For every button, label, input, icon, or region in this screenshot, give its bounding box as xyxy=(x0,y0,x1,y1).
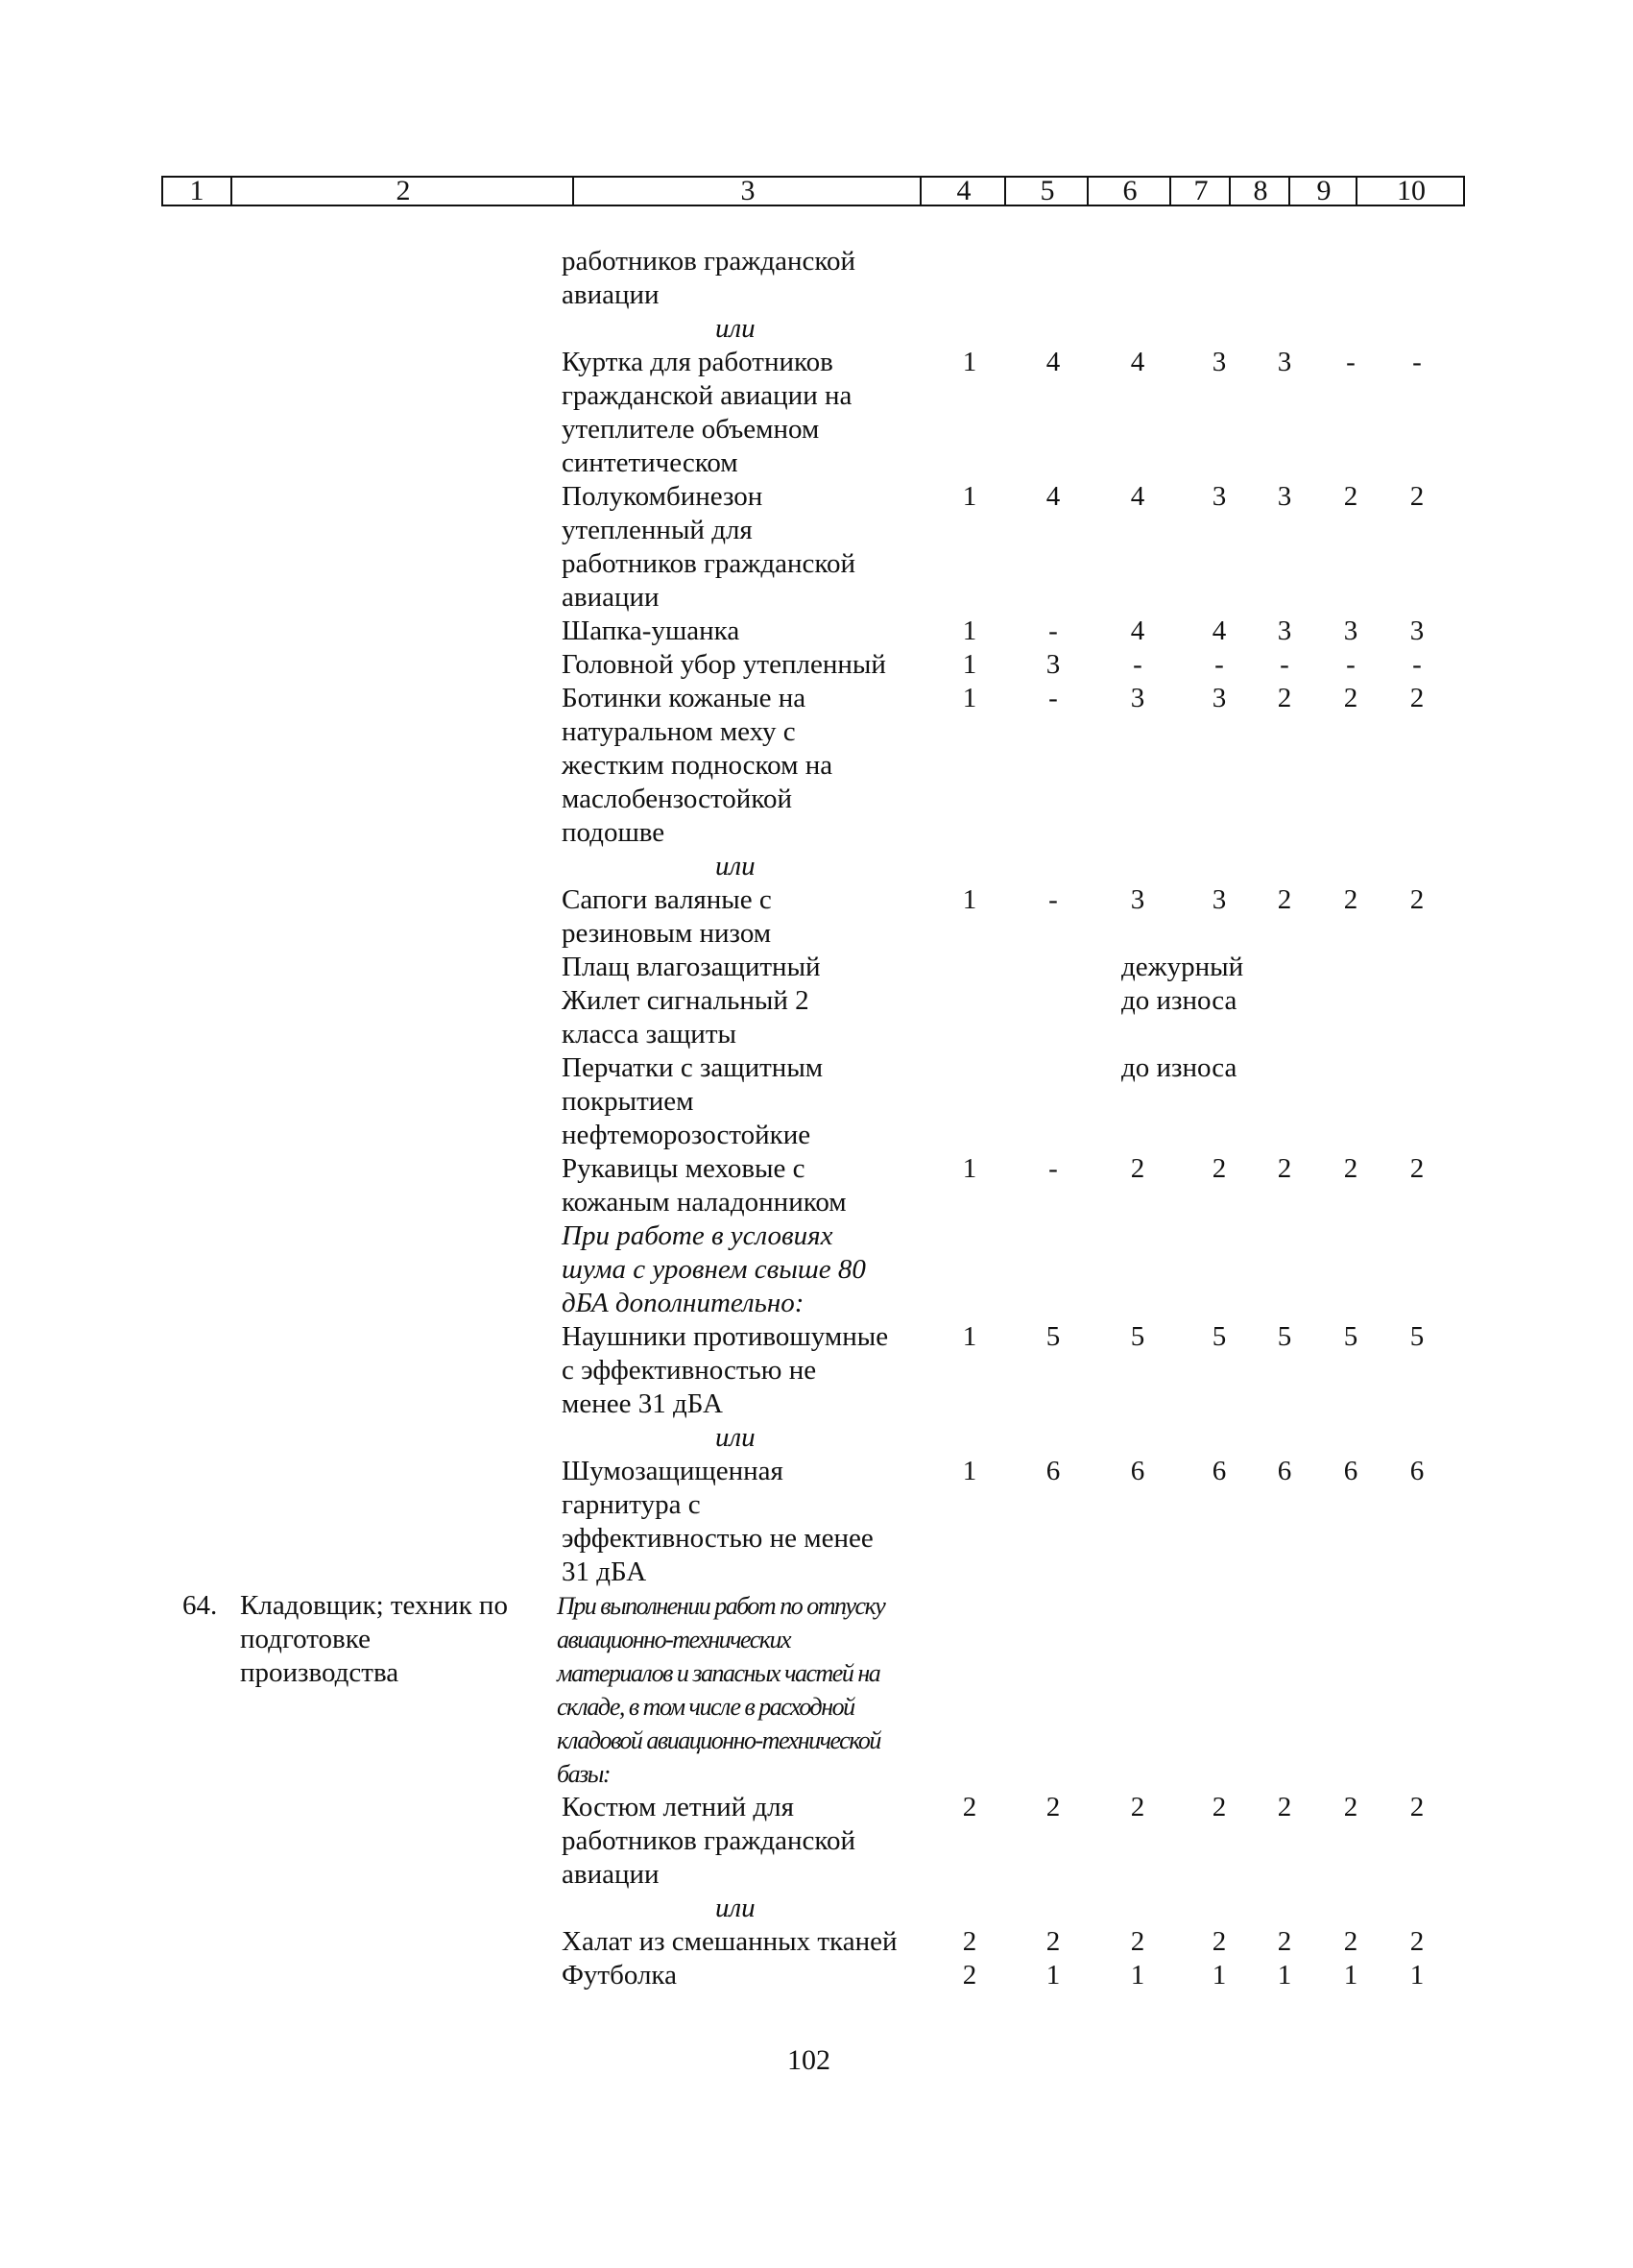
norm-value-col-8: - xyxy=(1280,649,1289,680)
norm-value-col-9: 2 xyxy=(1343,1153,1358,1184)
item-64-condition-line-4: складе, в том числе в расходной xyxy=(557,1693,854,1721)
alternative-marker: или xyxy=(715,1422,756,1453)
norm-value-col-6: 1 xyxy=(1130,1960,1145,1991)
norm-value-col-10: - xyxy=(1412,347,1422,377)
norm-value-col-6: 3 xyxy=(1130,683,1145,713)
item-name-line: Шапка-ушанка xyxy=(562,615,740,646)
item-name-line: работников гражданской xyxy=(562,246,855,277)
header-col-2: 2 xyxy=(230,178,574,205)
norm-value-col-8: 2 xyxy=(1277,1792,1292,1822)
norm-value-col-9: 5 xyxy=(1343,1321,1358,1352)
norm-value-col-6: 6 xyxy=(1130,1456,1145,1486)
norm-value-col-4: 1 xyxy=(962,1321,977,1352)
item-name-line: авиации xyxy=(562,582,660,613)
item-name-line: Футболка xyxy=(562,1960,677,1991)
norm-value-col-10: 2 xyxy=(1409,884,1425,915)
norm-value-col-7: - xyxy=(1214,649,1224,680)
item-64-condition-line-2: авиационно-технических xyxy=(557,1626,790,1653)
header-col-1: 1 xyxy=(189,175,204,206)
norm-value-col-10: 2 xyxy=(1409,481,1425,512)
item-name-line: авиации xyxy=(562,1859,660,1890)
item-name-line: нефтеморозостойкие xyxy=(562,1120,811,1150)
norm-value-col-5: - xyxy=(1048,1153,1058,1184)
header-col-7: 7 xyxy=(1169,178,1231,205)
norm-value-col-7: 4 xyxy=(1212,615,1227,646)
norm-value-col-10: 2 xyxy=(1409,1926,1425,1957)
norm-value-col-6: 2 xyxy=(1130,1792,1145,1822)
norm-value-col-6: - xyxy=(1133,649,1142,680)
norm-value-col-6: 4 xyxy=(1130,347,1145,377)
item-name-line: 31 дБА xyxy=(562,1556,647,1587)
norm-value-col-4: 1 xyxy=(962,1153,977,1184)
norm-value-col-5: 2 xyxy=(1045,1792,1061,1822)
norm-value-col-5: 2 xyxy=(1045,1926,1061,1957)
item-name-line: натуральном меху с xyxy=(562,716,796,747)
alternative-marker: или xyxy=(715,851,756,881)
norm-value-col-4: 1 xyxy=(962,347,977,377)
item-64-condition-line-5: кладовой авиационно-технической xyxy=(557,1726,880,1754)
norm-value-col-5: 6 xyxy=(1045,1456,1061,1486)
item-64-condition-line-6: базы: xyxy=(557,1760,610,1788)
item-name-line: Рукавицы меховые с xyxy=(562,1153,805,1184)
norm-value-col-4: 2 xyxy=(962,1960,977,1991)
norm-value-col-10: 2 xyxy=(1409,1153,1425,1184)
alternative-marker: или xyxy=(715,313,756,344)
norm-value-col-10: 2 xyxy=(1409,683,1425,713)
item-64-condition-line-3: материалов и запасных частей на xyxy=(557,1659,880,1687)
norm-value-col-5: - xyxy=(1048,884,1058,915)
norm-value-col-8: 2 xyxy=(1277,1153,1292,1184)
alternative-marker: или xyxy=(715,1893,756,1923)
item-name-line: покрытием xyxy=(562,1086,694,1117)
item-64-profession-line-1: Кладовщик; техник по xyxy=(240,1590,508,1621)
item-64-profession-line-3: производства xyxy=(240,1657,399,1688)
column-number-header xyxy=(161,176,1465,206)
header-col-5: 5 xyxy=(1004,178,1089,205)
item-name-line: кожаным наладонником xyxy=(562,1187,847,1218)
norm-value-col-4: 1 xyxy=(962,884,977,915)
norm-value-col-9: 6 xyxy=(1343,1456,1358,1486)
condition-note-line: При работе в условиях xyxy=(562,1220,833,1251)
item-name-line: эффективностью не менее xyxy=(562,1523,874,1554)
norm-value-col-10: 2 xyxy=(1409,1792,1425,1822)
norm-value-col-4: 2 xyxy=(962,1792,977,1822)
item-name-line: Наушники противошумные xyxy=(562,1321,889,1352)
item-name-line: Сапоги валяные с xyxy=(562,884,772,915)
norm-value-col-6: 2 xyxy=(1130,1926,1145,1957)
item-name-line: синтетическом xyxy=(562,447,738,478)
norm-value-col-8: 6 xyxy=(1277,1456,1292,1486)
item-name-line: маслобензостойкой xyxy=(562,784,792,814)
norm-value-col-10: 6 xyxy=(1409,1456,1425,1486)
norm-value-col-9: 2 xyxy=(1343,481,1358,512)
norm-value-col-8: 2 xyxy=(1277,884,1292,915)
norm-value-col-7: 3 xyxy=(1212,347,1227,377)
condition-note-line: дБА дополнительно: xyxy=(562,1288,804,1318)
item-name-line: подошве xyxy=(562,817,665,848)
norm-value-col-4: 2 xyxy=(962,1926,977,1957)
norm-value-col-10: - xyxy=(1412,649,1422,680)
norm-value-col-9: 2 xyxy=(1343,683,1358,713)
norm-value-col-7: 5 xyxy=(1212,1321,1227,1352)
norm-value-col-6: 3 xyxy=(1130,884,1145,915)
norm-value-col-8: 3 xyxy=(1277,347,1292,377)
item-64-profession-line-2: подготовке xyxy=(240,1624,371,1654)
norm-value-col-9: 2 xyxy=(1343,1792,1358,1822)
item-64-number: 64. xyxy=(182,1590,218,1621)
norm-value-col-10: 1 xyxy=(1409,1960,1425,1991)
norm-value-col-7: 3 xyxy=(1212,481,1227,512)
item-name-line: Куртка для работников xyxy=(562,347,833,377)
page-number: 102 xyxy=(787,2044,830,2076)
header-col-6: 6 xyxy=(1087,178,1171,205)
item-name-line: с эффективностью не xyxy=(562,1355,817,1386)
header-col-3: 3 xyxy=(572,178,922,205)
header-col-10: 10 xyxy=(1356,178,1465,205)
norm-value-col-5: 3 xyxy=(1045,649,1061,680)
norm-value-col-5: - xyxy=(1048,683,1058,713)
item-name-line: Жилет сигнальный 2 xyxy=(562,985,809,1016)
norm-value-col-4: 1 xyxy=(962,481,977,512)
norm-value-col-9: - xyxy=(1346,649,1356,680)
item-name-line: Шумозащищенная xyxy=(562,1456,783,1486)
norm-value-col-8: 5 xyxy=(1277,1321,1292,1352)
norm-value-col-5: 4 xyxy=(1045,347,1061,377)
issue-norm-text: дежурный xyxy=(1121,952,1244,982)
header-col-8: 8 xyxy=(1229,178,1290,205)
norm-value-col-9: - xyxy=(1346,347,1356,377)
norm-value-col-5: 1 xyxy=(1045,1960,1061,1991)
item-name-line: работников гражданской xyxy=(562,1825,855,1856)
item-64-condition-line-1: При выполнении работ по отпуску xyxy=(557,1592,885,1620)
norm-value-col-6: 4 xyxy=(1130,615,1145,646)
item-name-line: Полукомбинезон xyxy=(562,481,763,512)
norm-value-col-5: 4 xyxy=(1045,481,1061,512)
norm-value-col-7: 6 xyxy=(1212,1456,1227,1486)
norm-value-col-9: 2 xyxy=(1343,1926,1358,1957)
condition-note-line: шума с уровнем свыше 80 xyxy=(562,1254,866,1285)
norm-value-col-7: 2 xyxy=(1212,1926,1227,1957)
norm-value-col-4: 1 xyxy=(962,649,977,680)
header-col-9: 9 xyxy=(1288,178,1357,205)
norm-value-col-6: 5 xyxy=(1130,1321,1145,1352)
item-name-line: менее 31 дБА xyxy=(562,1388,723,1419)
norm-value-col-7: 2 xyxy=(1212,1153,1227,1184)
norm-value-col-4: 1 xyxy=(962,1456,977,1486)
item-name-line: Плащ влагозащитный xyxy=(562,952,821,982)
norm-value-col-8: 3 xyxy=(1277,615,1292,646)
norm-value-col-10: 3 xyxy=(1409,615,1425,646)
norm-value-col-10: 5 xyxy=(1409,1321,1425,1352)
item-name-line: гражданской авиации на xyxy=(562,380,853,411)
item-name-line: Халат из смешанных тканей xyxy=(562,1926,898,1957)
item-name-line: Головной убор утепленный xyxy=(562,649,886,680)
item-name-line: резиновым низом xyxy=(562,918,772,949)
item-name-line: утеплителе объемном xyxy=(562,414,820,445)
norm-value-col-5: 5 xyxy=(1045,1321,1061,1352)
norm-value-col-7: 1 xyxy=(1212,1960,1227,1991)
item-name-line: Ботинки кожаные на xyxy=(562,683,806,713)
issue-norm-text: до износа xyxy=(1121,985,1237,1016)
header-col-4: 4 xyxy=(920,178,1006,205)
norm-value-col-8: 2 xyxy=(1277,683,1292,713)
norm-value-col-9: 1 xyxy=(1343,1960,1358,1991)
item-name-line: утепленный для xyxy=(562,515,753,545)
item-name-line: работников гражданской xyxy=(562,548,855,579)
issue-norm-text: до износа xyxy=(1121,1052,1237,1083)
norm-value-col-9: 3 xyxy=(1343,615,1358,646)
item-name-line: авиации xyxy=(562,279,660,310)
norm-value-col-8: 2 xyxy=(1277,1926,1292,1957)
item-name-line: класса защиты xyxy=(562,1019,736,1050)
item-name-line: жестким подноском на xyxy=(562,750,833,781)
norm-value-col-4: 1 xyxy=(962,615,977,646)
norm-value-col-9: 2 xyxy=(1343,884,1358,915)
norm-value-col-8: 3 xyxy=(1277,481,1292,512)
item-name-line: Перчатки с защитным xyxy=(562,1052,824,1083)
norm-value-col-6: 4 xyxy=(1130,481,1145,512)
item-name-line: гарнитура с xyxy=(562,1489,701,1520)
norm-value-col-5: - xyxy=(1048,615,1058,646)
norm-value-col-7: 3 xyxy=(1212,884,1227,915)
norm-value-col-7: 3 xyxy=(1212,683,1227,713)
norm-value-col-4: 1 xyxy=(962,683,977,713)
item-name-line: Костюм летний для xyxy=(562,1792,794,1822)
norm-value-col-8: 1 xyxy=(1277,1960,1292,1991)
norm-value-col-7: 2 xyxy=(1212,1792,1227,1822)
norm-value-col-6: 2 xyxy=(1130,1153,1145,1184)
